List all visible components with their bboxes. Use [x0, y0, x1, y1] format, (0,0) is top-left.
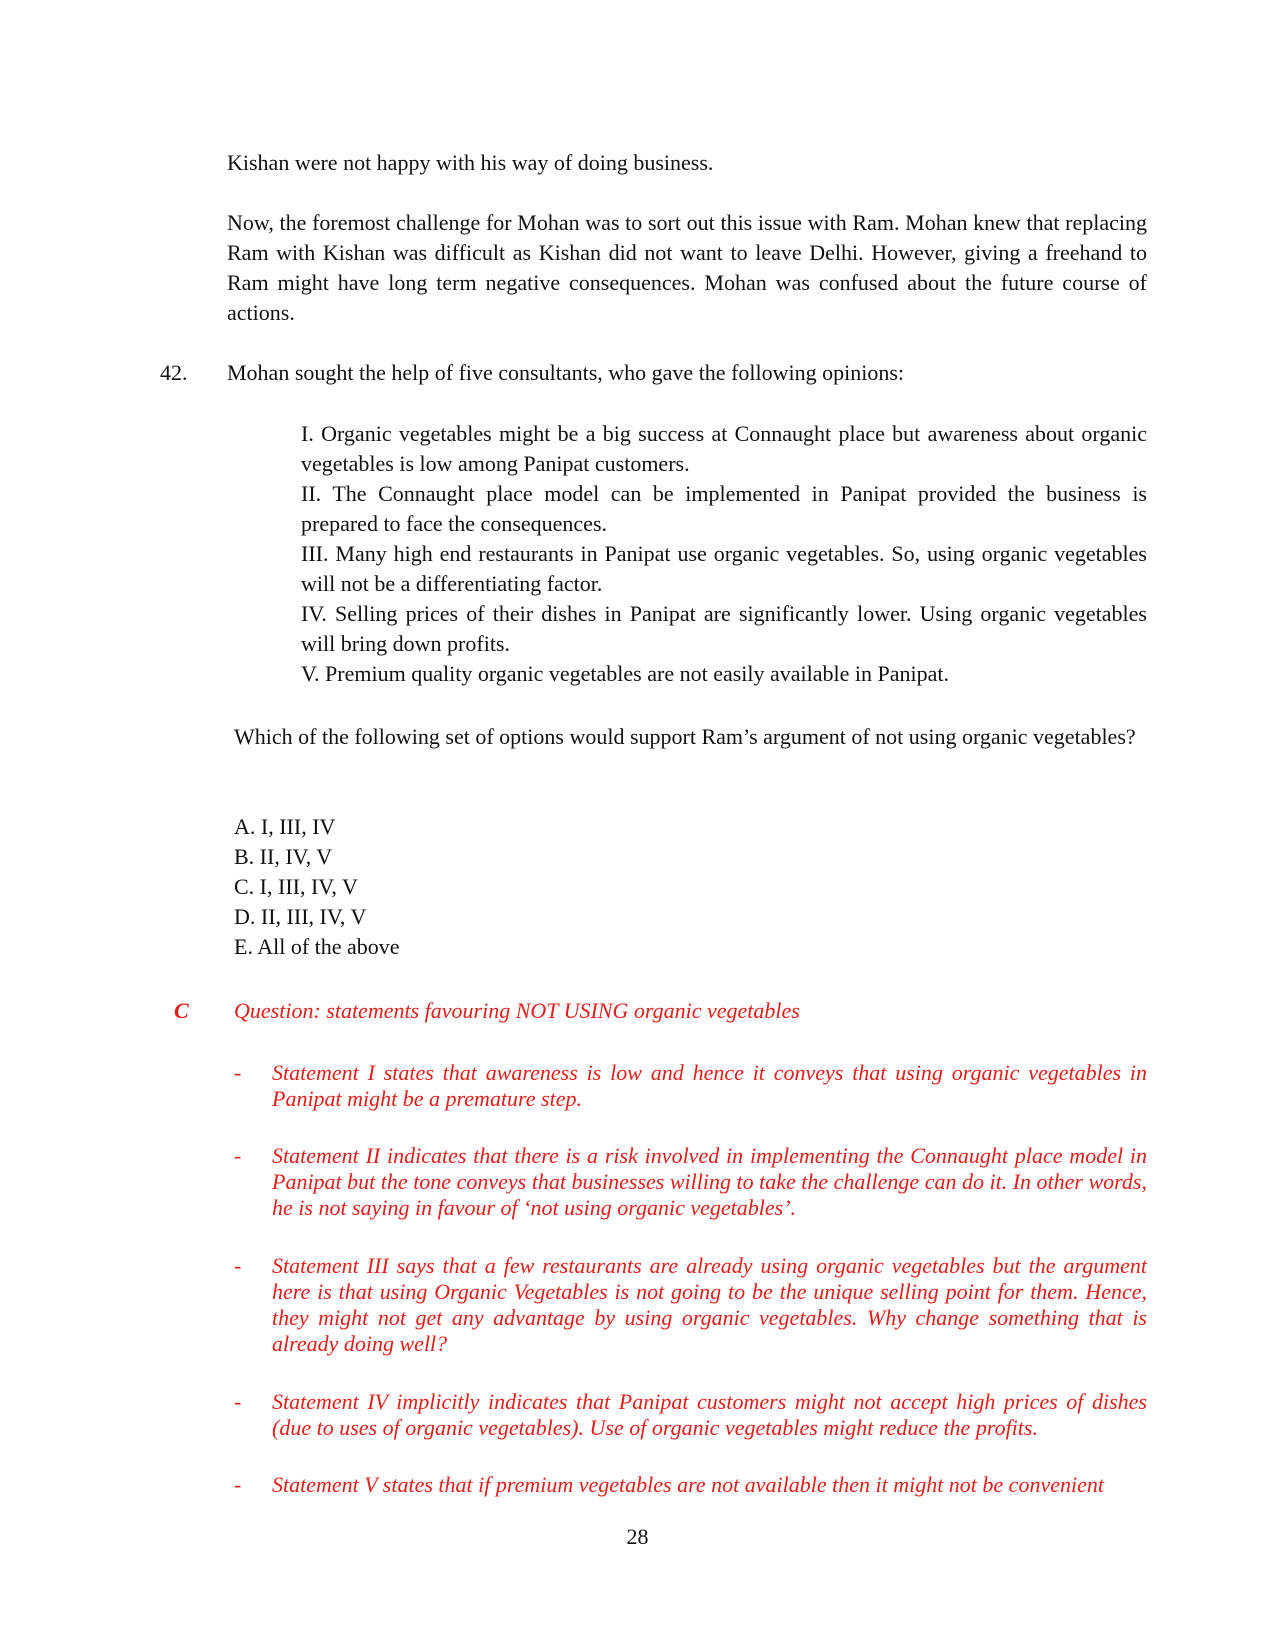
answer-key: C [174, 998, 189, 1023]
question-stem: Mohan sought the help of five consultants, who gave the following opinions: [227, 360, 905, 385]
answer-option: A. I, III, IV [234, 814, 336, 839]
bullet-dash: - [234, 1060, 242, 1085]
bullet-dash: - [234, 1253, 242, 1278]
answer-option: C. I, III, IV, V [234, 874, 358, 899]
opinion-item: III. Many high end restaurants in Panipat use organic vegetables. So, using organic vegetables will not be a differentiating factor. [301, 541, 1147, 596]
explanation-text: Statement IV implicitly indicates that Panipat customers might not accept high prices of dishes (due to uses of organic vegetables). Use of organic vegetables might reduce the profits. [272, 1389, 1147, 1440]
opinions-list [301, 419, 1147, 689]
passage-continued-paragraph: Kishan were not happy with his way of doing business. [227, 150, 714, 175]
answer-option: D. II, III, IV, V [234, 904, 367, 929]
explanation-text: Statement II indicates that there is a risk involved in implementing the Connaught place model in Panipat but the tone conveys that businesses willing to take the challenge can do it. In other words, he is not saying in favour of ‘not using organic vegetables’. [272, 1143, 1147, 1220]
answer-option: E. All of the above [234, 934, 400, 959]
passage-challenge-paragraph: Now, the foremost challenge for Mohan was to sort out this issue with Ram. Mohan knew that replacing Ram with Kishan was difficult as Kishan did not want to leave Delhi. However, giving a freehand to Ram might have long term negative consequences. Mohan was confused about the future course of actions. [227, 210, 1147, 325]
answer-option: B. II, IV, V [234, 844, 333, 869]
opinion-item: IV. Selling prices of their dishes in Panipat are significantly lower. Using organic vegetables will bring down profits. [301, 601, 1147, 656]
explanation-text: Statement I states that awareness is low and hence it conveys that using organic vegetables in Panipat might be a premature step. [272, 1060, 1147, 1111]
question-number: 42. [160, 360, 188, 385]
explanation-text: Statement V states that if premium vegetables are not available then it might not be convenient [272, 1472, 1104, 1497]
opinion-item: V. Premium quality organic vegetables are not easily available in Panipat. [301, 661, 950, 686]
solution-heading: Question: statements favouring NOT USING organic vegetables [234, 998, 800, 1023]
explanation-text: Statement III says that a few restaurants are already using organic vegetables but the argument here is that using Organic Vegetables is not going to be the unique selling point for them. Hence, they might not get any advantage by using organic vegetables. Why change something that is already doing well? [272, 1253, 1147, 1356]
bullet-dash: - [234, 1472, 242, 1497]
answer-options-list [234, 812, 834, 962]
page-number: 28 [626, 1524, 649, 1549]
bullet-dash: - [234, 1143, 242, 1168]
bullet-dash: - [234, 1389, 242, 1414]
question-prompt: Which of the following set of options would support Ram’s argument of not using organic vegetables? [234, 724, 1136, 749]
opinion-item: II. The Connaught place model can be implemented in Panipat provided the business is prepared to face the consequences. [301, 481, 1147, 536]
opinion-item: I. Organic vegetables might be a big success at Connaught place but awareness about organic vegetables is low among Panipat customers. [301, 421, 1147, 476]
